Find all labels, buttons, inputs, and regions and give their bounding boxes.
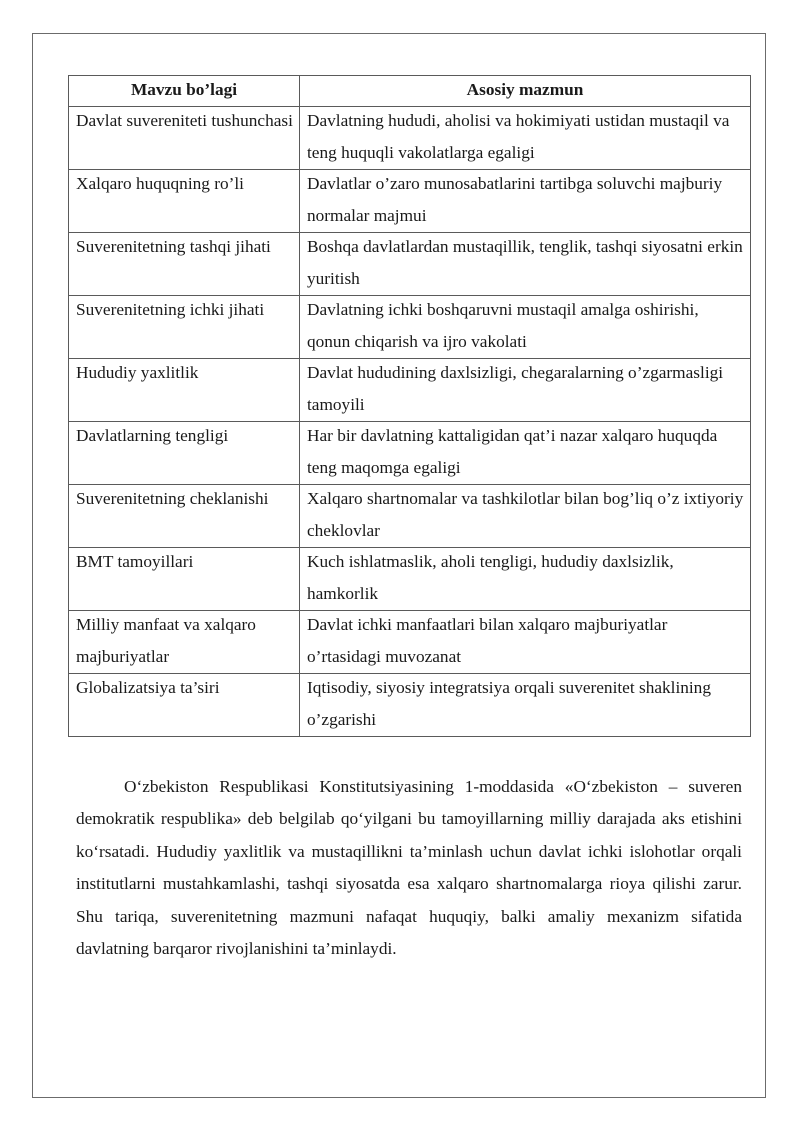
table-header-row <box>69 76 751 107</box>
table-row <box>69 674 751 737</box>
topic-cell <box>69 170 300 233</box>
content-cell <box>300 485 751 548</box>
column-header-content: Asosiy mazmun <box>300 76 751 107</box>
topic-cell <box>69 233 300 296</box>
content-text: Davlatlar o’zaro munosabatlarini tartibga soluvchi majburiy normalar majmui <box>307 174 723 225</box>
topic-cell <box>69 107 300 170</box>
table-row <box>69 296 751 359</box>
topic-cell <box>69 674 300 737</box>
content-text: Davlat ichki manfaatlari bilan xalqaro majburiyatlar o’rtasidagi muvozanat <box>307 615 668 666</box>
table-row <box>69 548 751 611</box>
table-row <box>69 611 751 674</box>
content-text: Har bir davlatning kattaligidan qat’i nazar xalqaro huquqda teng maqomga egaligi <box>307 426 718 477</box>
topic-cell <box>69 422 300 485</box>
table-row <box>69 233 751 296</box>
content-cell <box>300 611 751 674</box>
topic-text: Xalqaro huquqning ro’li <box>76 174 244 193</box>
topic-cell <box>69 359 300 422</box>
topic-cell <box>69 548 300 611</box>
table-row <box>69 485 751 548</box>
topic-text: BMT tamoyillari <box>76 552 194 571</box>
content-cell <box>300 359 751 422</box>
topic-text: Suverenitetning tashqi jihati <box>76 237 271 256</box>
topics-table <box>68 75 751 737</box>
topic-text: Davlat suvereniteti tushunchasi <box>76 111 293 130</box>
table-row <box>69 170 751 233</box>
topic-cell <box>69 611 300 674</box>
body-paragraph: O‘zbekiston Respublikasi Konstitutsiyasining 1-moddasida «O‘zbekiston – suveren demokratik respublika» deb belgilab qo‘yilgani bu tamoyillarning milliy darajada aks etishini ko‘rsatadi. Hududiy yaxlitlik va mustaqillikni ta’minlash uchun davlat ichki islohotlar orqali institutlarni mustahkamlashi, tashqi siyosatda esa xalqaro shartnomalarga rioya qilishi zarur. Shu tariqa, suverenitetning mazmuni nafaqat huquqiy, balki amaliy mexanizm sifatida davlatning barqaror rivojlanishini ta’minlaydi. <box>76 777 742 959</box>
table-row <box>69 107 751 170</box>
content-cell <box>300 422 751 485</box>
content-text: Davlatning hududi, aholisi va hokimiyati ustidan mustaqil va teng huquqli vakolatlarga egaligi <box>307 111 730 162</box>
content-cell <box>300 170 751 233</box>
topic-text: Hududiy yaxlitlik <box>76 363 199 382</box>
content-cell <box>300 548 751 611</box>
content-text: Iqtisodiy, siyosiy integratsiya orqali suverenitet shaklining o’zgarishi <box>307 678 711 729</box>
content-cell <box>300 674 751 737</box>
content-text: Davlat hududining daxlsizligi, chegaralarning o’zgarmasligi tamoyili <box>307 363 724 414</box>
topic-text: Globalizatsiya ta’siri <box>76 678 220 697</box>
topic-text: Suverenitetning ichki jihati <box>76 300 265 319</box>
content-text: Davlatning ichki boshqaruvni mustaqil amalga oshirishi, qonun chiqarish va ijro vakolati <box>307 300 699 351</box>
topic-text: Milliy manfaat va xalqaro majburiyatlar <box>76 615 256 666</box>
content-cell <box>300 296 751 359</box>
table-row <box>69 359 751 422</box>
column-header-topic: Mavzu bo’lagi <box>69 76 300 107</box>
table-row <box>69 422 751 485</box>
content-text: Xalqaro shartnomalar va tashkilotlar bilan bog’liq o’z ixtiyoriy cheklovlar <box>307 489 744 540</box>
topic-cell <box>69 485 300 548</box>
content-cell <box>300 107 751 170</box>
topic-text: Davlatlarning tengligi <box>76 426 229 445</box>
topic-cell <box>69 296 300 359</box>
topic-text: Suverenitetning cheklanishi <box>76 489 269 508</box>
content-text: Kuch ishlatmaslik, aholi tengligi, hududiy daxlsizlik, hamkorlik <box>307 552 674 603</box>
content-cell <box>300 233 751 296</box>
content-text: Boshqa davlatlardan mustaqillik, tenglik, tashqi siyosatni erkin yuritish <box>307 237 743 288</box>
